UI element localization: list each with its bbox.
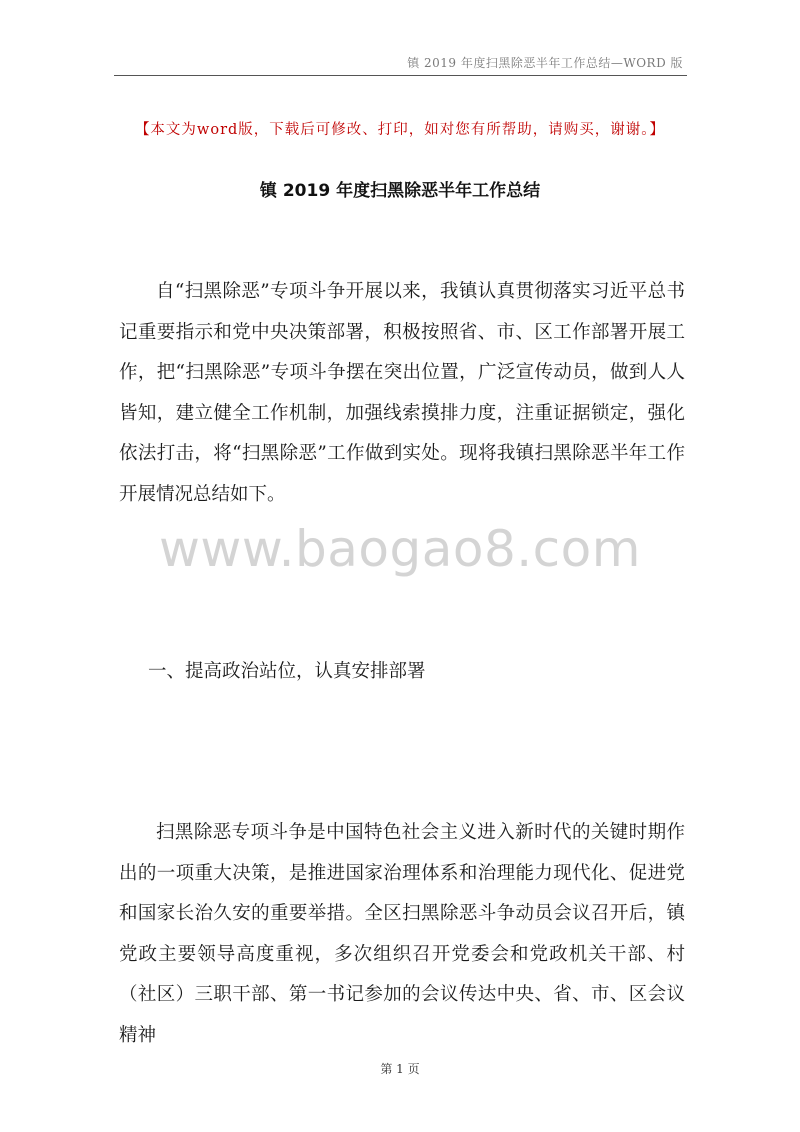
- page-number: 第 1 页: [380, 1062, 420, 1076]
- section-heading-1: 一、提高政治站位，认真安排部署: [148, 661, 426, 682]
- section-1-paragraph: 扫黑除恶专项斗争是中国特色社会主义进入新时代的关键时期作出的一项重大决策，是推进国家治理体系和治理能力现代化、促进党和国家长治久安的重要举措。全区扫黑除恶斗争动员会议召开后，镇党政主要领导高度重视，多次组织召开党委会和党政机关干部、村（社区）三职干部、第一书记参加的会议传达中央、省、市、区会议精神: [119, 822, 685, 1046]
- document-title: 镇 2019 年度扫黑除恶半年工作总结: [259, 181, 541, 201]
- running-header: 镇 2019 年度扫黑除恶半年工作总结—WORD 版: [407, 56, 683, 70]
- intro-paragraph: 自“扫黑除恶”专项斗争开展以来，我镇认真贯彻落实习近平总书记重要指示和党中央决策部署，积极按照省、市、区工作部署开展工作，把“扫黑除恶”专项斗争摆在突出位置，广泛宣传动员，做到人人皆知，建立健全工作机制，加强线索摸排力度，注重证据锁定，强化依法打击，将“扫黑除恶”工作做到实处。现将我镇扫黑除恶半年工作开展情况总结如下。: [119, 281, 685, 505]
- header-divider: [114, 75, 687, 76]
- download-notice: 【本文为word版，下载后可修改、打印，如对您有所帮助，请购买，谢谢。】: [134, 122, 666, 138]
- watermark: www.baogao8.com: [159, 520, 641, 578]
